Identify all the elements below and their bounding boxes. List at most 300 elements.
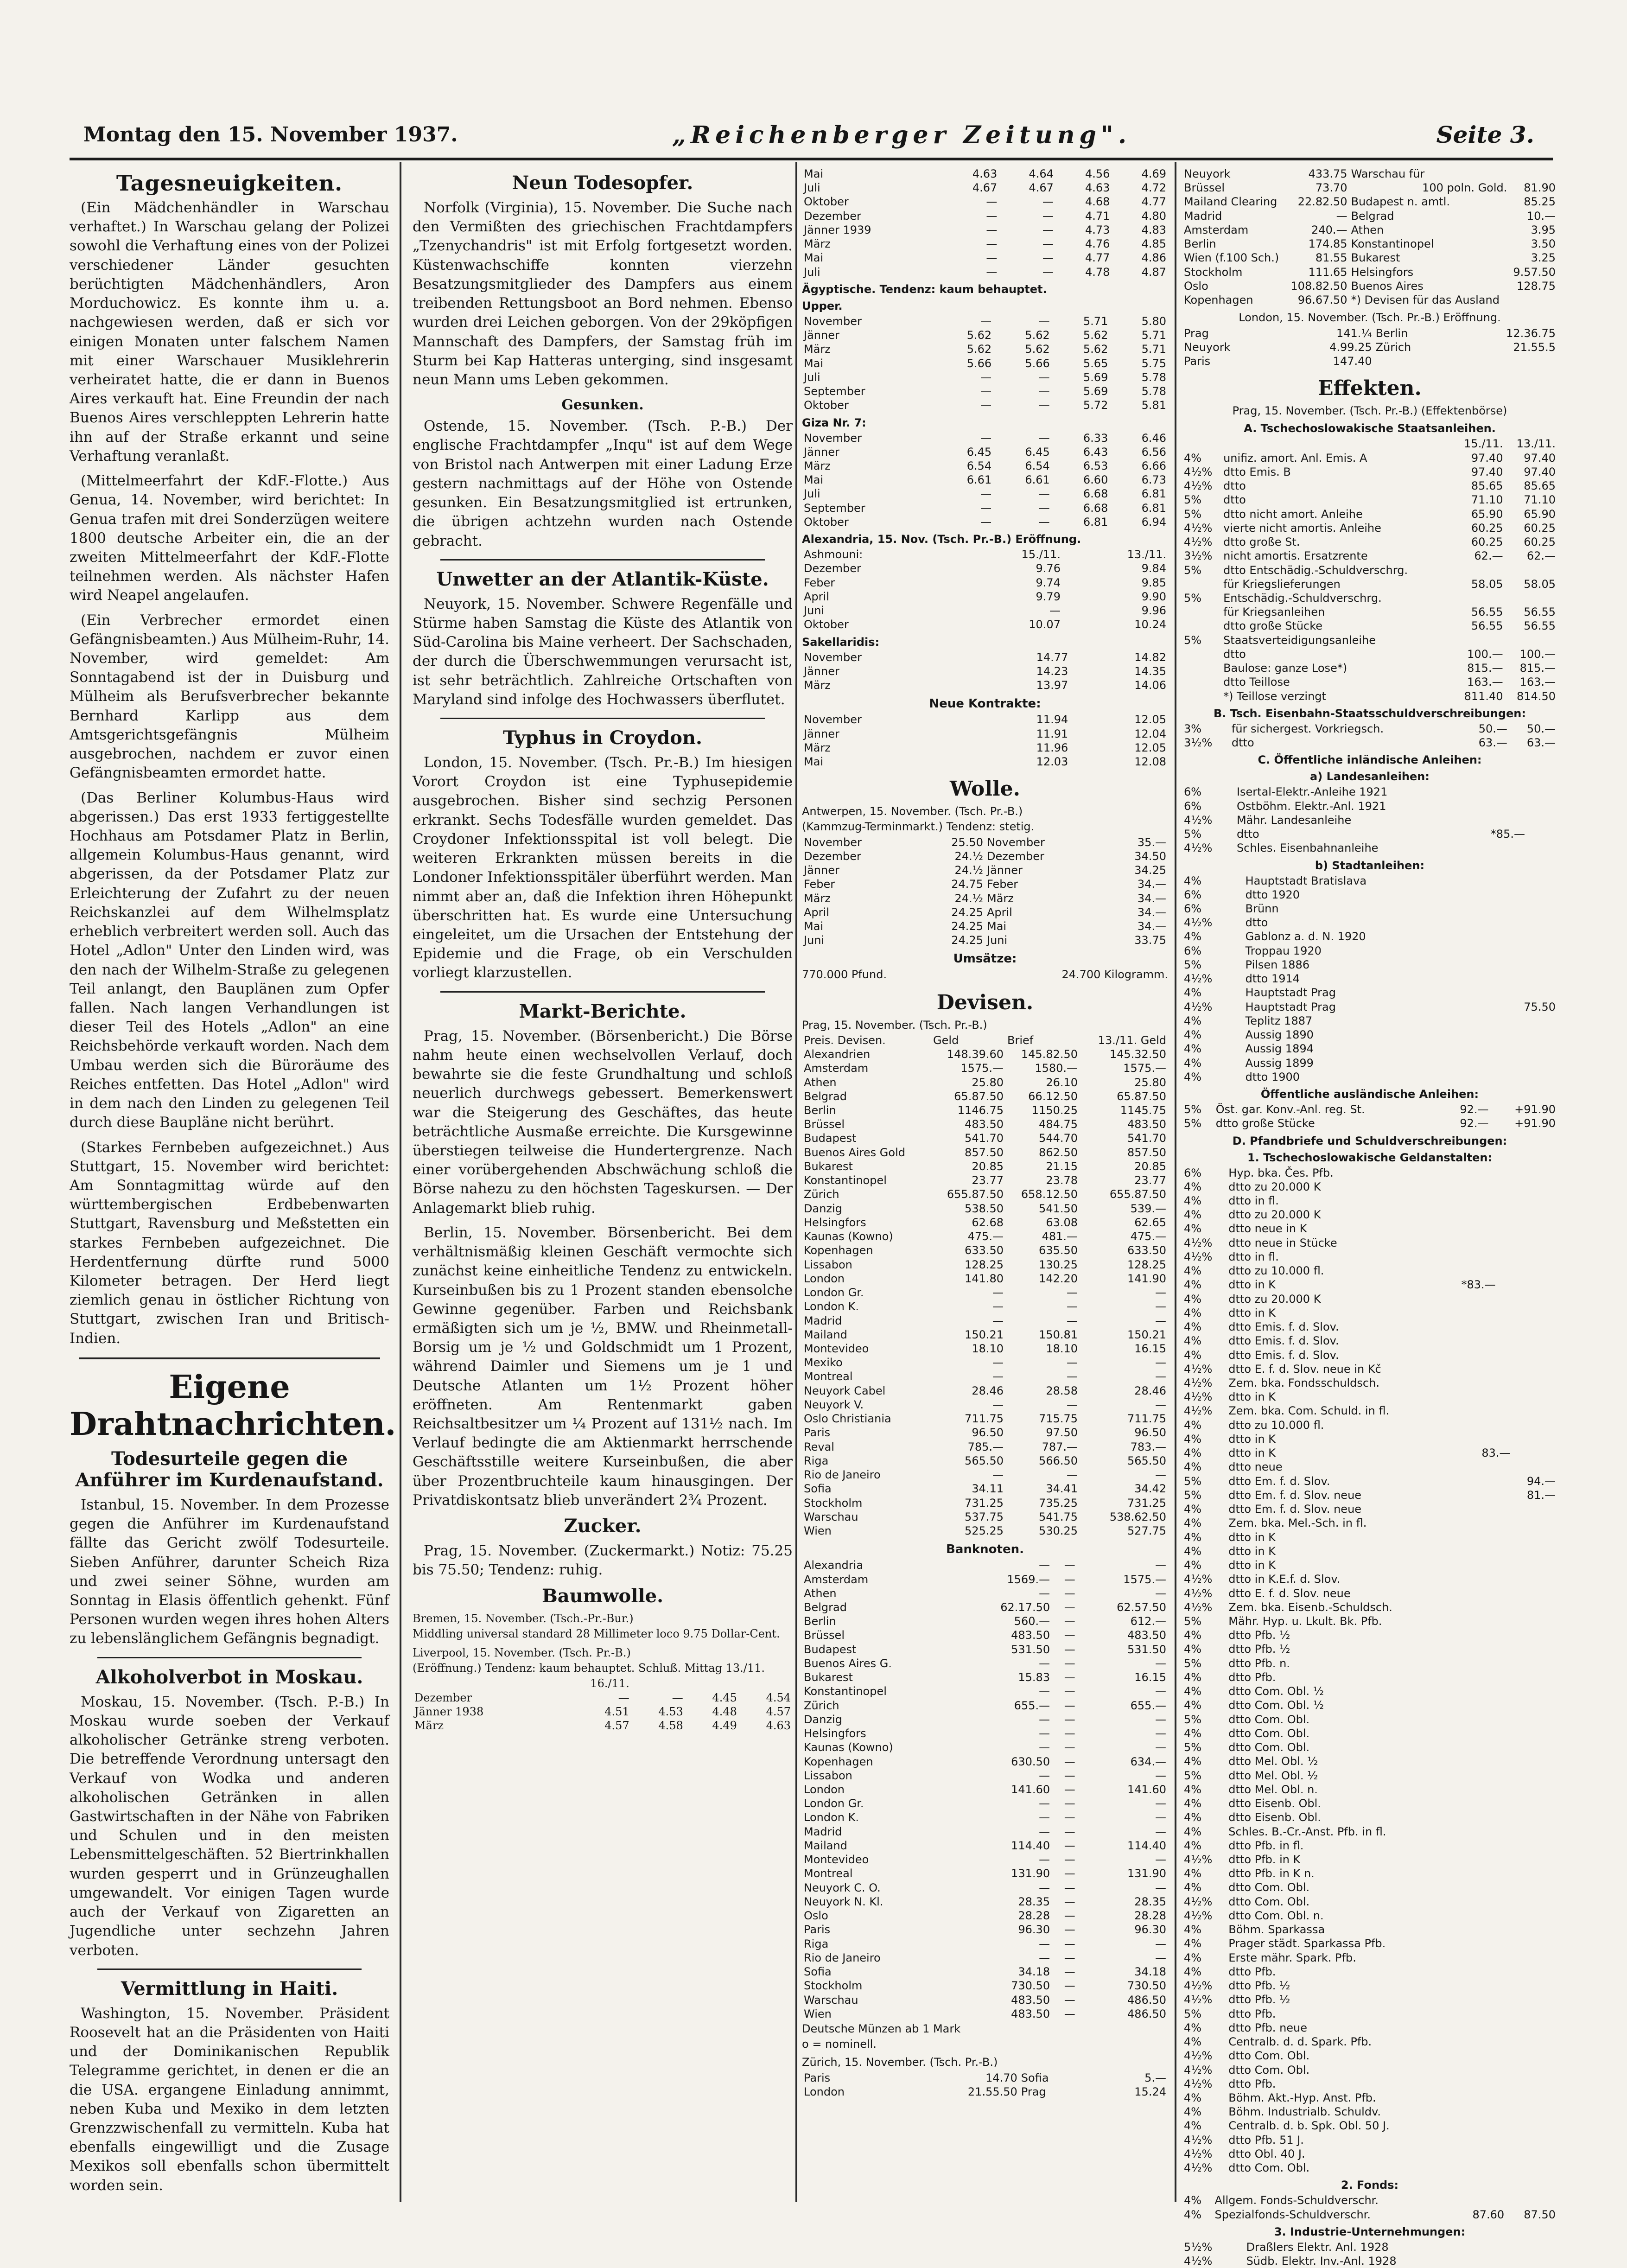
table-row bbox=[802, 1033, 1168, 1047]
table-row bbox=[802, 1146, 1168, 1159]
table-cell: dtto Com. Obl. bbox=[1228, 2049, 1310, 2063]
table-cell: Mailand bbox=[804, 1839, 847, 1852]
table-cell: 4% bbox=[1184, 1825, 1202, 1838]
market-line: London, 15. November. (Tsch. Pr.-B.) Eröffnung. bbox=[1239, 311, 1501, 325]
table-row bbox=[1182, 223, 1557, 237]
table-cell: — bbox=[1039, 1656, 1050, 1670]
table-row bbox=[1182, 535, 1557, 549]
table-row bbox=[1182, 354, 1557, 368]
table-cell: 4½% bbox=[1184, 1390, 1213, 1404]
table-cell: 4% bbox=[1184, 1348, 1202, 1362]
table-cell: Oktober bbox=[804, 515, 849, 529]
table-cell: 3.25 bbox=[1531, 251, 1556, 265]
table-row bbox=[802, 1089, 1168, 1103]
table-cell: 3.95 bbox=[1531, 223, 1556, 236]
table-cell: 715.75 bbox=[1039, 1412, 1078, 1426]
table-cell: — bbox=[986, 237, 998, 251]
table-cell: — bbox=[1064, 1867, 1075, 1880]
table-cell bbox=[1482, 1014, 1489, 1028]
table-cell: 4½% bbox=[1184, 916, 1213, 930]
table-cell: Zürich bbox=[1375, 340, 1411, 354]
table-row bbox=[802, 1272, 1168, 1286]
table-cell bbox=[1489, 1028, 1557, 1042]
table-cell bbox=[1459, 1194, 1512, 1208]
table-cell: Schles. B.-Cr.-Anst. Pfb. in fl. bbox=[1228, 1825, 1386, 1838]
table-cell bbox=[1459, 1810, 1512, 1824]
market-line: Prag, 15. November. (Tsch. Pr.-B.) bbox=[802, 1018, 987, 1032]
table-row bbox=[1182, 605, 1557, 619]
table-row bbox=[1182, 2254, 1557, 2268]
table-row bbox=[1182, 1895, 1557, 1909]
table-row bbox=[802, 1300, 1168, 1313]
table-cell: 4% bbox=[1184, 2194, 1202, 2207]
table-body bbox=[1182, 785, 1557, 855]
table-cell bbox=[1513, 1418, 1557, 1432]
category-heading: 3. Industrie-Unternehmungen: bbox=[1274, 2225, 1466, 2238]
table-row bbox=[1182, 1600, 1557, 1614]
table-cell bbox=[1482, 944, 1489, 958]
table-cell: Amsterdam bbox=[1184, 223, 1249, 236]
table-cell: — bbox=[980, 515, 992, 529]
table-cell: — bbox=[1038, 314, 1050, 328]
table-cell bbox=[1513, 2147, 1557, 2161]
table-cell bbox=[1459, 1769, 1512, 1783]
table-cell bbox=[1459, 1754, 1512, 1768]
giza-table bbox=[802, 431, 1168, 529]
table-cell: 731.25 bbox=[965, 1496, 1004, 1510]
table-cell: 711.75 bbox=[965, 1412, 1004, 1426]
table-row bbox=[1182, 1713, 1557, 1726]
table-cell: — bbox=[1155, 1398, 1166, 1411]
table-cell: für Kriegslieferungen bbox=[1223, 577, 1341, 591]
table-cell: London bbox=[804, 1272, 845, 1285]
table-cell: dtto 1900 bbox=[1245, 1070, 1300, 1083]
table-cell: dtto Teillose bbox=[1223, 675, 1290, 689]
table-cell: 34.— bbox=[1137, 919, 1166, 933]
table-cell: dtto in K bbox=[1228, 1446, 1276, 1460]
table-cell: 15./11. bbox=[1464, 437, 1503, 451]
table-cell: 538.62.50 bbox=[1109, 1510, 1166, 1523]
table-cell: Stockholm bbox=[804, 1496, 863, 1510]
table-cell: 475.— bbox=[967, 1230, 1004, 1243]
table-cell: — bbox=[1064, 1586, 1075, 1600]
table-row bbox=[413, 1676, 793, 1690]
table-cell: 4% bbox=[1184, 986, 1202, 1000]
table-cell: — bbox=[1064, 1979, 1075, 1993]
table-cell bbox=[1459, 1698, 1512, 1712]
table-cell: 81.— bbox=[1526, 1488, 1556, 1502]
table-cell: 4% bbox=[1184, 1446, 1202, 1460]
table-row bbox=[1182, 1754, 1557, 1768]
table-cell bbox=[1459, 1951, 1512, 1965]
table-cell: dtto in K bbox=[1228, 1559, 1276, 1572]
table-row bbox=[1182, 1474, 1557, 1488]
table-cell: 4.51 bbox=[604, 1705, 629, 1718]
table-cell: 4% bbox=[1184, 1726, 1202, 1740]
table-cell: 81.55 bbox=[1315, 251, 1347, 265]
table-cell bbox=[1459, 1334, 1512, 1348]
table-row bbox=[1182, 1236, 1557, 1250]
section-title-drahtnachrichten: Eigene Drahtnachrichten. bbox=[70, 1368, 396, 1443]
table-cell: 15.24 bbox=[1134, 2085, 1166, 2098]
news-paragraph: (Ein Verbrecher ermordet einen Gefängnisbeamten.) Aus Mülheim-Ruhr, 14. November, wird gemeldet: Am Sonntagabend ist der in Duisburg und Mülheim als Berufsverbrecher bekannte Bernhard Karlipp aus dem Amtsgerichtsgefängnis Mülheim ausgebrochen, nachdem er zuvor einen Gefängnisbeamten ermordet hatte. bbox=[70, 612, 389, 782]
table-row bbox=[1182, 2049, 1557, 2063]
table-row bbox=[1182, 167, 1557, 181]
table-cell bbox=[1550, 2254, 1557, 2268]
foreign-rates-table bbox=[1182, 167, 1557, 307]
table-cell: Stockholm bbox=[804, 1979, 863, 1993]
table-cell: 4½% bbox=[1184, 2255, 1213, 2268]
table-row bbox=[1182, 1306, 1557, 1320]
table-cell: — bbox=[1064, 1909, 1075, 1923]
table-cell bbox=[1459, 1236, 1512, 1250]
table-cell: 730.50 bbox=[1011, 1979, 1050, 1993]
table-cell: Juni bbox=[804, 604, 825, 618]
table-cell: dtto Pfb. 51 J. bbox=[1228, 2133, 1304, 2147]
table-row bbox=[802, 1173, 1168, 1187]
table-cell bbox=[1513, 1432, 1557, 1446]
table-cell: 857.50 bbox=[965, 1146, 1004, 1159]
table-row bbox=[802, 1909, 1168, 1923]
article-text: Neuyork, 15. November. Schwere Regenfälle und Stürme haben Samstag die Küste des Atlantik von Süd-Carolina bis Maine verheert. Der Sachschaden, der durch die Überschwemmungen verursacht ist, ist sehr beträchtlich. Zahlreiche Ortschaften von Maryland sind infolge des Hochwassers überflutet. bbox=[413, 595, 793, 708]
table-cell: Mailand bbox=[804, 1328, 847, 1341]
table-cell: Brief bbox=[1007, 1033, 1034, 1047]
table-cell bbox=[1513, 1600, 1557, 1614]
table-cell bbox=[1459, 2035, 1512, 2049]
table-row bbox=[1182, 465, 1557, 479]
table-cell bbox=[1513, 1867, 1557, 1880]
table-cell bbox=[1459, 1418, 1512, 1432]
table-row bbox=[1182, 1278, 1557, 1292]
table-cell: 560.— bbox=[1014, 1615, 1050, 1628]
table-row bbox=[802, 1713, 1168, 1726]
table-row bbox=[1182, 1516, 1557, 1530]
table-cell: Hauptstadt Prag bbox=[1245, 1000, 1336, 1013]
table-cell: Helsingfors bbox=[804, 1216, 866, 1229]
table-row bbox=[1182, 1488, 1557, 1502]
table-cell bbox=[1452, 354, 1557, 368]
table-cell: 5.66 bbox=[1025, 357, 1050, 370]
table-row bbox=[1182, 619, 1557, 633]
table-cell: 34.18 bbox=[1134, 1965, 1166, 1979]
table-cell: Lissabon bbox=[804, 1258, 852, 1271]
table-row bbox=[802, 265, 1168, 279]
table-row bbox=[802, 1482, 1168, 1496]
table-cell: 4% bbox=[1184, 1544, 1202, 1558]
table-cell: 4% bbox=[1184, 1530, 1202, 1544]
table-cell: Feber bbox=[986, 878, 1018, 891]
table-cell: Mailand Clearing bbox=[1184, 195, 1277, 209]
table-cell: 62.68 bbox=[972, 1216, 1004, 1229]
table-cell: April bbox=[986, 905, 1012, 919]
table-cell: dtto Com. Obl. bbox=[1228, 2063, 1310, 2077]
table-row bbox=[1182, 1446, 1557, 1460]
table-cell: dtto 1914 bbox=[1245, 972, 1300, 986]
table-cell: Athen bbox=[804, 1076, 837, 1089]
table-cell: *83.— bbox=[1461, 1278, 1496, 1292]
table-cell: 21.15 bbox=[1046, 1159, 1078, 1173]
table-cell bbox=[1459, 1292, 1512, 1306]
table-cell bbox=[1459, 1474, 1512, 1488]
article-text: Norfolk (Virginia), 15. November. Die Suche nach den Vermißten des griechischen Frachtdampfers „Tzenychandris" ist mit Erfolg fortgesetzt worden. Küstenwachschiffe konnten vierzehn Besatzungsmitglieder des Dampfers aus einem treibenden Rettungsboot an Bord nehmen. Ebenso wurden drei Leichen geborgen. Von der 29köpfigen Mannschaft des Dampfers, der Samstag früh im Sturm bei Kap Hatteras unterging, sind insgesamt neun Mann ums Leben gekommen. bbox=[413, 199, 793, 388]
table-cell: 4½% bbox=[1184, 1979, 1213, 1993]
table-cell: 14.82 bbox=[1134, 650, 1166, 664]
table-cell: Zem. bka. Eisenb.-Schuldsch. bbox=[1228, 1600, 1392, 1614]
table-cell: 25.50 bbox=[951, 835, 983, 849]
table-cell: Prager städt. Sparkassa Pfb. bbox=[1228, 1937, 1386, 1950]
table-cell: — bbox=[980, 385, 992, 398]
table-cell: 481.— bbox=[1042, 1230, 1078, 1243]
table-cell bbox=[1513, 1642, 1557, 1656]
table-cell bbox=[1459, 1684, 1512, 1698]
table-cell: 6% bbox=[1184, 888, 1202, 901]
table-row bbox=[802, 919, 1168, 933]
table-cell: Draßlers Elektr. Anl. 1928 bbox=[1246, 2240, 1389, 2254]
table-cell: 4½% bbox=[1184, 1909, 1213, 1922]
table-row bbox=[802, 1398, 1168, 1412]
table-row bbox=[1182, 1418, 1557, 1432]
table-cell bbox=[1459, 1264, 1512, 1278]
table-cell bbox=[1459, 1839, 1512, 1853]
table-cell: 612.— bbox=[1130, 1615, 1166, 1628]
table-cell: — bbox=[1155, 1881, 1166, 1894]
table-cell: 6.56 bbox=[1141, 445, 1166, 459]
table-cell: Montreal bbox=[804, 1370, 853, 1383]
table-row bbox=[1182, 1656, 1557, 1670]
table-row bbox=[802, 678, 1168, 692]
table-cell: 5.62 bbox=[1025, 343, 1050, 356]
table-row bbox=[1182, 986, 1557, 1000]
table-cell: 28.35 bbox=[1134, 1895, 1166, 1908]
table-cell: 142.20 bbox=[1039, 1272, 1078, 1285]
table-cell: 9.74 bbox=[1036, 576, 1061, 589]
london-table bbox=[1182, 326, 1557, 369]
table-cell: Isertal-Elektr.-Anleihe 1921 bbox=[1236, 785, 1388, 799]
table-cell: Centralb. d. b. Spk. Obl. 50 J. bbox=[1228, 2119, 1390, 2133]
table-cell: 4.49 bbox=[712, 1719, 737, 1733]
table-row bbox=[802, 2071, 1168, 2085]
table-cell: — bbox=[980, 370, 992, 384]
table-row bbox=[1182, 1070, 1557, 1084]
table-row bbox=[1182, 2007, 1557, 2021]
table-row bbox=[1182, 1993, 1557, 2007]
table-cell: 5.71 bbox=[1141, 343, 1166, 356]
table-cell: 1150.25 bbox=[1031, 1104, 1078, 1117]
table-cell: 58.05 bbox=[1471, 577, 1503, 591]
table-cell: dtto Obl. 40 J. bbox=[1228, 2147, 1305, 2160]
table-cell: Oslo bbox=[1184, 279, 1208, 293]
table-cell: 4% bbox=[1184, 1629, 1202, 1642]
table-cell: 34.25 bbox=[1134, 864, 1166, 877]
table-cell: 4½% bbox=[1184, 1600, 1213, 1614]
column-divider bbox=[400, 162, 401, 2202]
table-cell: 87.60 bbox=[1472, 2208, 1505, 2221]
table-cell: — bbox=[1039, 1741, 1050, 1754]
table-cell: 147.40 bbox=[1333, 355, 1372, 368]
table-cell: 4½% bbox=[1184, 1895, 1213, 1908]
article-title: Alkoholverbot in Moskau. bbox=[95, 1666, 363, 1688]
table-cell: 5.71 bbox=[1141, 329, 1166, 342]
table-row bbox=[1182, 813, 1557, 827]
table-row bbox=[1182, 326, 1557, 340]
category-heading: 1. Tschechoslowakische Geldanstalten: bbox=[1247, 1151, 1493, 1164]
table-cell bbox=[1543, 2254, 1551, 2268]
table-cell: 130.25 bbox=[1039, 1258, 1078, 1271]
table-cell bbox=[1459, 2161, 1512, 2175]
table-cell: 1575.— bbox=[960, 1062, 1004, 1075]
table-cell: Öst. gar. Konv.-Anl. reg. St. bbox=[1215, 1103, 1365, 1116]
table-cell: dtto bbox=[1231, 736, 1254, 750]
table-cell bbox=[1459, 1853, 1512, 1867]
table-cell: 33.75 bbox=[1134, 934, 1166, 947]
table-cell bbox=[1513, 1180, 1557, 1194]
table-cell: für sichergest. Vorkriegsch. bbox=[1231, 722, 1384, 735]
table-row bbox=[802, 590, 1168, 604]
table-cell: März bbox=[986, 892, 1014, 905]
article-title: Unwetter an der Atlantik-Küste. bbox=[436, 568, 769, 590]
table-row bbox=[802, 1810, 1168, 1824]
table-cell: 4.78 bbox=[1085, 265, 1110, 279]
table-cell: 527.75 bbox=[1127, 1524, 1166, 1538]
article-title: Typhus in Croydon. bbox=[503, 727, 702, 749]
table-row bbox=[1182, 563, 1557, 577]
table-cell: 5½% bbox=[1184, 2240, 1213, 2254]
table-cell: Aussig 1899 bbox=[1245, 1056, 1314, 1070]
table-cell: Juli bbox=[804, 265, 820, 279]
table-cell: 63.— bbox=[1478, 736, 1507, 750]
table-row bbox=[802, 1131, 1168, 1145]
table-cell: 4% bbox=[1184, 1070, 1202, 1083]
table-row bbox=[1182, 1951, 1557, 1965]
table-cell: Oslo Christiania bbox=[804, 1412, 891, 1426]
eisenbahn-table bbox=[1182, 722, 1557, 750]
column-1 bbox=[70, 167, 396, 2194]
table-cell bbox=[1459, 1320, 1512, 1334]
table-row bbox=[802, 1230, 1168, 1243]
table-row bbox=[1182, 1684, 1557, 1698]
table-cell: 4.72 bbox=[1141, 181, 1166, 195]
table-cell: 97.40 bbox=[1524, 465, 1556, 478]
table-cell: 857.50 bbox=[1127, 1146, 1166, 1159]
table-cell: Berlin bbox=[804, 1104, 836, 1117]
table-cell: Aussig 1894 bbox=[1245, 1042, 1314, 1056]
table-cell: — bbox=[1155, 1586, 1166, 1600]
table-cell: 4% bbox=[1184, 1264, 1202, 1278]
table-row bbox=[802, 1769, 1168, 1783]
table-cell: 3½% bbox=[1184, 736, 1213, 750]
table-row bbox=[802, 1825, 1168, 1839]
table-cell: — bbox=[1064, 1656, 1075, 1670]
table-cell: dtto bbox=[1223, 479, 1246, 493]
table-cell bbox=[1452, 633, 1505, 647]
table-cell: März bbox=[804, 237, 831, 251]
table-cell bbox=[1513, 1713, 1557, 1726]
table-cell: 5% bbox=[1184, 958, 1202, 971]
table-cell: Pilsen 1886 bbox=[1245, 958, 1310, 971]
table-row bbox=[1182, 549, 1557, 563]
table-cell: unifiz. amort. Anl. Emis. A bbox=[1223, 451, 1367, 465]
table-cell bbox=[1459, 1404, 1512, 1418]
table-cell: Wien bbox=[804, 1524, 832, 1538]
table-cell bbox=[1459, 2133, 1512, 2147]
table-cell bbox=[1513, 1951, 1557, 1965]
table-cell bbox=[1482, 1042, 1489, 1056]
table-cell: 9.76 bbox=[1036, 562, 1061, 575]
table-cell: 486.50 bbox=[1127, 1993, 1166, 2007]
table-cell: Kaunas (Kowno) bbox=[804, 1741, 893, 1754]
table-cell: 4.63 bbox=[1085, 181, 1110, 195]
table-cell: dtto Emis. f. d. Slov. bbox=[1228, 1320, 1339, 1334]
table-cell: — bbox=[1064, 2007, 1075, 2020]
table-cell: 6.61 bbox=[966, 473, 992, 487]
table-cell: 6.61 bbox=[1025, 473, 1050, 487]
masthead bbox=[70, 118, 1553, 155]
article-title: Vermittlung in Haiti. bbox=[121, 1977, 338, 2000]
table-cell bbox=[1513, 1376, 1557, 1390]
table-cell: — bbox=[1155, 1286, 1166, 1300]
table-row bbox=[802, 209, 1168, 223]
table-cell: 525.25 bbox=[965, 1524, 1004, 1538]
table-cell: — bbox=[1064, 1797, 1075, 1810]
table-cell: 4% bbox=[1184, 1937, 1202, 1950]
table-row bbox=[802, 561, 1168, 575]
table-cell: 6.68 bbox=[1083, 501, 1108, 515]
table-cell bbox=[1513, 1306, 1557, 1320]
table-row bbox=[802, 1328, 1168, 1342]
table-cell: Zürich bbox=[804, 1699, 839, 1712]
table-cell: — bbox=[1064, 1825, 1075, 1838]
table-row bbox=[802, 1454, 1168, 1468]
table-cell: dtto 1920 bbox=[1245, 888, 1300, 901]
table-cell: Mai bbox=[804, 473, 824, 487]
table-row bbox=[802, 1412, 1168, 1426]
table-row bbox=[1182, 944, 1557, 958]
table-cell: — bbox=[1042, 251, 1054, 265]
table-row bbox=[1182, 2208, 1557, 2222]
table-cell: 34.— bbox=[1137, 905, 1166, 919]
table-cell bbox=[413, 1676, 550, 1690]
table-cell: — bbox=[1067, 1314, 1078, 1327]
table-cell: 5% bbox=[1184, 493, 1202, 507]
cotton-table bbox=[802, 167, 1168, 279]
table-row bbox=[1182, 1923, 1557, 1937]
separator bbox=[79, 1357, 380, 1359]
table-cell: 9.79 bbox=[1036, 590, 1061, 603]
table-row bbox=[802, 1965, 1168, 1979]
table-cell bbox=[1506, 2193, 1557, 2207]
table-cell: Oktober bbox=[804, 618, 849, 631]
table-cell: 5% bbox=[1184, 828, 1202, 841]
table-cell: 34.42 bbox=[1134, 1482, 1166, 1496]
table-cell: — bbox=[1155, 1468, 1166, 1482]
table-cell: 4.87 bbox=[1141, 265, 1166, 279]
table-cell: Belgrad bbox=[1351, 209, 1394, 223]
table-cell: 1580.— bbox=[1035, 1062, 1078, 1075]
table-cell: — bbox=[1039, 1769, 1050, 1782]
table-body bbox=[1182, 326, 1557, 369]
table-cell bbox=[1489, 1042, 1557, 1056]
table-cell: 6.81 bbox=[1083, 515, 1108, 529]
table-cell: Aussig 1890 bbox=[1245, 1028, 1314, 1042]
table-row bbox=[1182, 633, 1557, 647]
table-cell: 4% bbox=[1184, 1306, 1202, 1319]
table-cell: 85.25 bbox=[1524, 195, 1556, 209]
table-cell: 4.80 bbox=[1141, 209, 1166, 223]
table-cell: Hyp. bka. Čes. Pfb. bbox=[1228, 1166, 1334, 1179]
table-row bbox=[413, 1705, 793, 1719]
table-cell: — bbox=[1155, 1797, 1166, 1810]
table-cell: Baulose: ganze Lose*) bbox=[1223, 662, 1347, 675]
